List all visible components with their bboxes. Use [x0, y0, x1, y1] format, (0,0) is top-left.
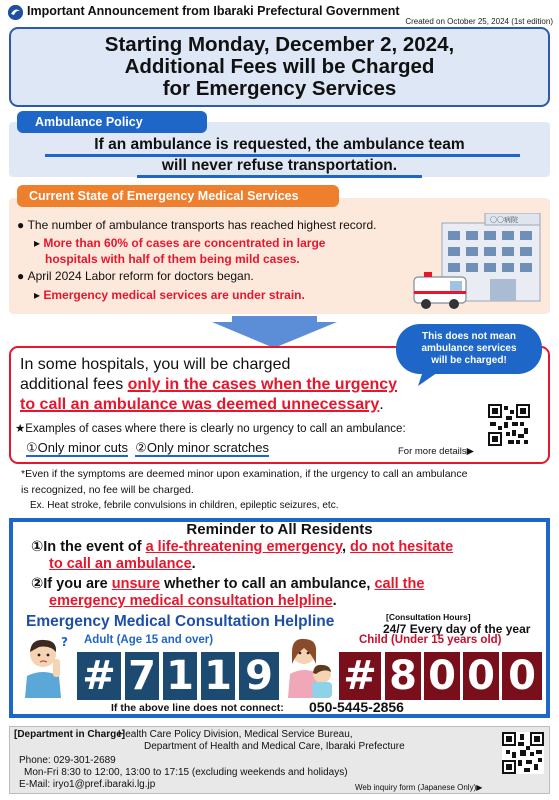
- fees-emphasis-2: to call an ambulance was deemed unnecessary: [20, 396, 380, 413]
- note-examples: Ex. Heat stroke, febrile convulsions in children, epileptic seizures, etc.: [30, 500, 339, 511]
- page-title: [9, 27, 550, 107]
- policy-underline-2: [137, 175, 422, 178]
- footer-qr-code-icon[interactable]: [502, 732, 544, 774]
- created-date: Created on October 25, 2024 (1st edition): [405, 17, 553, 26]
- adult-thinking-icon: [17, 634, 73, 698]
- parent-child-icon: [284, 634, 338, 698]
- svg-text:?: ?: [61, 635, 68, 649]
- department-line-2: Department of Health and Medical Care, Ibaraki Prefecture: [144, 741, 405, 752]
- bullet-icon: ●: [17, 218, 28, 232]
- policy-tab: Ambulance Policy: [17, 111, 207, 133]
- title-line-1: Starting Monday, December 2, 2024,: [104, 33, 455, 56]
- fallback-label: If the above line does not connect:: [111, 702, 284, 714]
- example-list: [26, 440, 269, 456]
- examples-label: ★Examples of cases where there is clearly no urgency to call an ambulance:: [15, 423, 406, 435]
- child-digit: #: [339, 652, 381, 700]
- hospital-sign: 〇〇病院: [490, 216, 518, 224]
- adult-digit: 1: [201, 652, 235, 700]
- adult-digit: 9: [239, 652, 279, 700]
- contact-hours: Mon-Fri 8:30 to 12:00, 13:00 to 17:15 (excluding weekends and holidays): [24, 767, 348, 778]
- example-item-1: ①Only minor cuts: [26, 440, 128, 455]
- title-line-2: Additional Fees will be Charged: [124, 55, 435, 78]
- more-details-link[interactable]: For more details▶: [398, 446, 474, 457]
- hours-label: [Consultation Hours]: [386, 612, 471, 622]
- note-line-2: is recognized, no fee will be charged.: [21, 484, 194, 496]
- speech-bubble: This does not mean ambulance services will be charged!: [396, 324, 542, 374]
- policy-line-1: If an ambulance is requested, the ambulance team: [94, 136, 465, 153]
- child-digit: 0: [424, 652, 460, 700]
- department-line-1: Health Care Policy Division, Medical Service Bureau,: [118, 729, 353, 740]
- web-inquiry-link[interactable]: Web inquiry form (Japanese Only)▶: [355, 783, 483, 792]
- fees-line-2: additional fees only in the cases when the urgency: [20, 376, 398, 393]
- reminder-title: Reminder to All Residents: [186, 521, 373, 538]
- fees-emphasis-1: only in the cases when the urgency: [127, 376, 398, 393]
- child-digit: 0: [463, 652, 499, 700]
- header-announcement: Important Announcement from Ibaraki Prefectural Government: [27, 4, 400, 18]
- fees-line-3: to call an ambulance was deemed unnecessary.: [20, 396, 384, 413]
- child-digit: 8: [385, 652, 421, 700]
- bullet-icon: ●: [17, 269, 28, 283]
- state-bullet-1-sub: ▸ More than 60% of cases are concentrated in large: [34, 236, 326, 250]
- state-bullet-1: ● The number of ambulance transports has reached highest record.: [17, 218, 377, 232]
- adult-digit: 1: [163, 652, 197, 700]
- adult-digit: 7: [125, 652, 159, 700]
- hours-value: 24/7 Every day of the year: [383, 622, 531, 636]
- note-line-1: *Even if the symptoms are deemed minor upon examination, if the urgency to call an ambulance: [21, 468, 468, 480]
- department-label: [Department in Charge]: [14, 729, 126, 740]
- fees-line-1: In some hospitals, you will be charged: [20, 356, 291, 373]
- reminder-item-2-cont: emergency medical consultation helpline.: [49, 593, 337, 609]
- state-bullet-1-sub-cont: hospitals with half of them being mild cases.: [45, 252, 300, 266]
- qr-code-icon[interactable]: [488, 404, 530, 446]
- prefecture-logo-icon: [8, 5, 23, 20]
- adult-label: Adult (Age 15 and over): [84, 634, 214, 646]
- policy-line-2: will never refuse transportation.: [161, 157, 398, 174]
- adult-digit: #: [77, 652, 121, 700]
- reminder-item-1: ①In the event of a life-threatening emergency, do not hesitate: [31, 539, 454, 555]
- hospital-ambulance-icon: [410, 213, 545, 311]
- triangle-icon: ▸: [34, 236, 44, 250]
- state-tab: Current State of Emergency Medical Services: [17, 185, 339, 207]
- title-line-3: for Emergency Services: [162, 77, 397, 100]
- reminder-item-1-cont: to call an ambulance.: [49, 556, 196, 572]
- state-bullet-2: ● April 2024 Labor reform for doctors began.: [17, 269, 254, 283]
- contact-email[interactable]: E-Mail: iryo1@pref.ibaraki.lg.jp: [19, 779, 156, 790]
- child-label: Child (Under 15 years old): [359, 634, 502, 646]
- contact-phone: Phone: 029-301-2689: [19, 755, 116, 766]
- helpline-title: Emergency Medical Consultation Helpline: [26, 613, 335, 630]
- fallback-number: 050-5445-2856: [309, 699, 404, 715]
- triangle-icon: ▸: [34, 288, 44, 302]
- example-item-2: ②Only minor scratches: [135, 440, 269, 455]
- down-arrow-icon: [212, 316, 337, 348]
- state-bullet-2-sub: ▸ Emergency medical services are under strain.: [34, 288, 305, 302]
- child-digit: 0: [502, 652, 542, 700]
- reminder-item-2: ②If you are unsure whether to call an ambulance, call the: [31, 576, 425, 592]
